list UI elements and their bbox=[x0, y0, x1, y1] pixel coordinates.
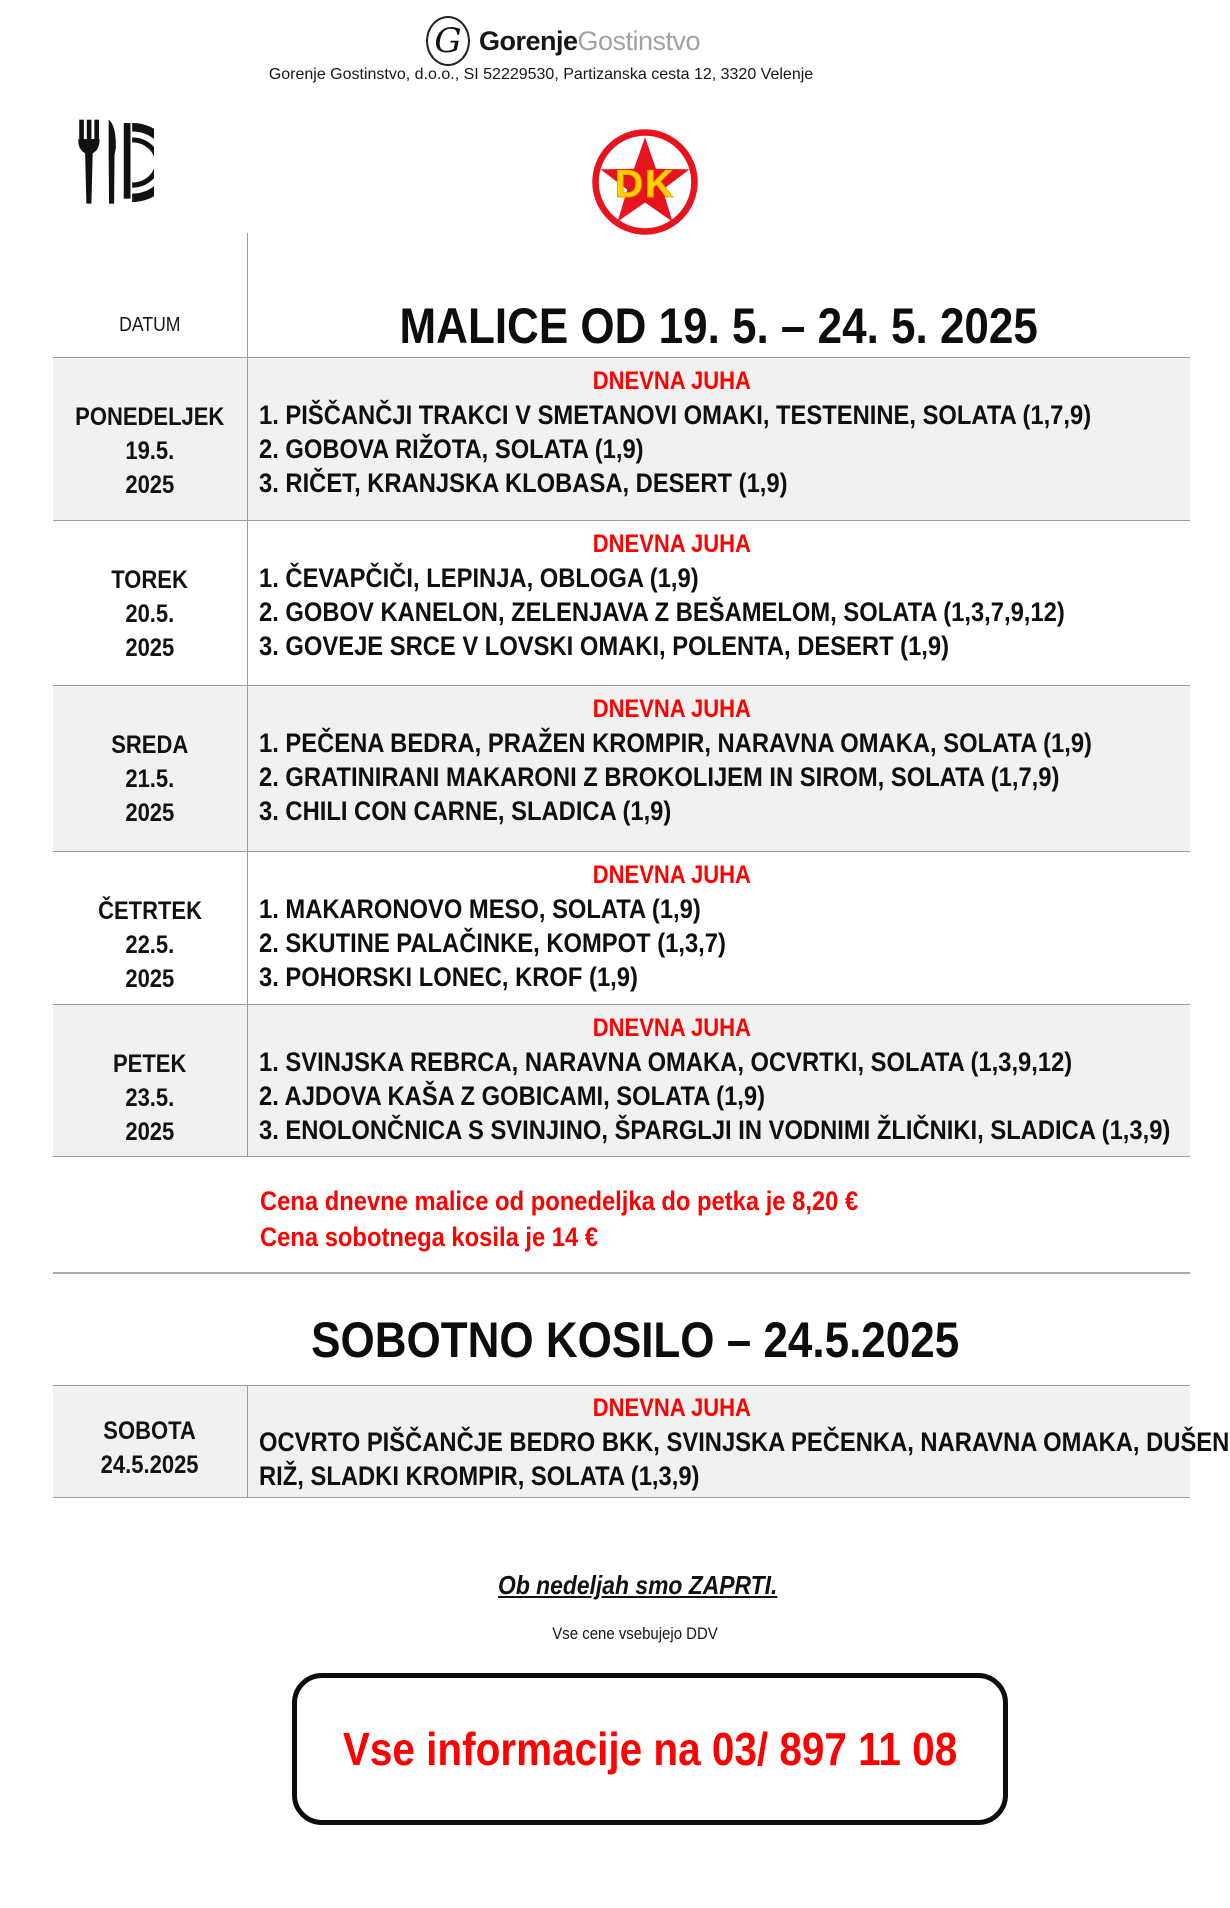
sunday-closed-note bbox=[46, 1570, 1230, 1601]
saturday-title-text: SOBOTNO KOSILO – 24.5.2025 bbox=[311, 1312, 960, 1368]
price-info bbox=[260, 1183, 940, 1255]
menu-item: 2. GOBOVA RIŽOTA, SOLATA (1,9) bbox=[259, 434, 644, 464]
date-cell bbox=[53, 358, 248, 520]
brand-light: Gostinstvo bbox=[577, 25, 701, 56]
menu-item: 2. SKUTINE PALAČINKE, KOMPOT (1,3,7) bbox=[259, 928, 726, 958]
menu-row-thursday bbox=[53, 851, 1190, 1004]
dk-logo-text: DK bbox=[614, 162, 676, 206]
date-cell bbox=[53, 521, 248, 685]
day-year: 2025 bbox=[125, 471, 175, 499]
vat-note bbox=[40, 1624, 1230, 1644]
date-cell bbox=[53, 1386, 248, 1497]
day-date: 20.5. bbox=[125, 600, 175, 628]
menu-item: 2. GRATINIRANI MAKARONI Z BROKOLIJEM IN SIROM, SOLATA (1,7,9) bbox=[259, 762, 1060, 792]
menu-row-saturday bbox=[53, 1385, 1230, 1498]
menu-title bbox=[248, 233, 1190, 357]
menu-cell bbox=[248, 358, 1190, 520]
soup-label: DNEVNA JUHA bbox=[592, 861, 751, 889]
soup-label: DNEVNA JUHA bbox=[592, 367, 751, 395]
brand-name bbox=[479, 26, 700, 57]
saturday-section-title bbox=[67, 1310, 1204, 1370]
menu-row-friday bbox=[53, 1004, 1190, 1157]
menu-item: 1. SVINJSKA REBRCA, NARAVNA OMAKA, OCVRTKI, SOLATA (1,3,9,12) bbox=[259, 1047, 1073, 1077]
menu-item: 2. GOBOV KANELON, ZELENJAVA Z BEŠAMELOM, SOLATA (1,3,7,9,12) bbox=[259, 597, 1065, 627]
menu-cell bbox=[248, 521, 1190, 685]
day-name: SREDA bbox=[111, 731, 189, 759]
day-name: ČETRTEK bbox=[98, 897, 202, 925]
gorenje-logo bbox=[413, 14, 713, 68]
menu-line: RIŽ, SLADKI KROMPIR, SOLATA (1,3,9) bbox=[259, 1461, 700, 1491]
phone-info-box bbox=[292, 1673, 1008, 1825]
date-cell bbox=[53, 1005, 248, 1156]
brand-bold: Gorenje bbox=[478, 25, 578, 56]
vat-note-text: Vse cene vsebujejo DDV bbox=[552, 1624, 718, 1643]
day-name: TOREK bbox=[111, 566, 189, 594]
menu-row-tuesday bbox=[53, 520, 1190, 685]
gorenje-monogram-icon: G bbox=[426, 16, 470, 66]
fork-knife-plate-icon bbox=[70, 116, 154, 204]
day-name: PETEK bbox=[113, 1050, 187, 1078]
day-year: 2025 bbox=[125, 965, 175, 993]
menu-line: OCVRTO PIŠČANČJE BEDRO BKK, SVINJSKA PEČENKA, NARAVNA OMAKA, DUŠEN bbox=[259, 1427, 1230, 1457]
soup-label: DNEVNA JUHA bbox=[592, 1014, 751, 1042]
menu-title-text: MALICE OD 19. 5. – 24. 5. 2025 bbox=[399, 298, 1039, 354]
menu-item: 3. ENOLONČNICA S SVINJINO, ŠPARGLJI IN VODNIMI ŽLIČNIKI, SLADICA (1,3,9) bbox=[259, 1115, 1171, 1145]
dk-star-logo bbox=[589, 126, 701, 238]
closed-note-text: Ob nedeljah smo ZAPRTI. bbox=[498, 1570, 778, 1600]
menu-row-wednesday bbox=[53, 685, 1190, 851]
date-column-header bbox=[53, 233, 248, 357]
menu-cell bbox=[248, 1005, 1190, 1156]
day-date: 24.5.2025 bbox=[101, 1451, 199, 1479]
weekly-menu-table bbox=[53, 233, 1190, 1157]
soup-label: DNEVNA JUHA bbox=[592, 1394, 751, 1422]
soup-label: DNEVNA JUHA bbox=[592, 530, 751, 558]
company-address: Gorenje Gostinstvo, d.o.o., SI 52229530, Partizanska cesta 12, 3320 Velenje bbox=[268, 66, 814, 83]
day-date: 23.5. bbox=[125, 1084, 175, 1112]
menu-item: 2. AJDOVA KAŠA Z GOBICAMI, SOLATA (1,9) bbox=[259, 1081, 766, 1111]
day-year: 2025 bbox=[125, 1118, 175, 1146]
menu-item: 3. CHILI CON CARNE, SLADICA (1,9) bbox=[259, 796, 672, 826]
menu-item: 1. ČEVAPČIČI, LEPINJA, OBLOGA (1,9) bbox=[259, 563, 699, 593]
soup-label: DNEVNA JUHA bbox=[592, 695, 751, 723]
phone-info-text: Vse informacije na 03/ 897 11 08 bbox=[342, 1723, 958, 1775]
day-year: 2025 bbox=[125, 634, 175, 662]
menu-item: 1. PEČENA BEDRA, PRAŽEN KROMPIR, NARAVNA OMAKA, SOLATA (1,9) bbox=[259, 728, 1092, 758]
menu-table-header bbox=[53, 233, 1190, 357]
weekday-price: Cena dnevne malice od ponedeljka do petka je 8,20 € bbox=[260, 1186, 859, 1216]
menu-item: 3. GOVEJE SRCE V LOVSKI OMAKI, POLENTA, DESERT (1,9) bbox=[259, 631, 950, 661]
day-name: PONEDELJEK bbox=[75, 403, 225, 431]
day-date: 21.5. bbox=[125, 765, 175, 793]
horizontal-divider bbox=[53, 1272, 1190, 1274]
menu-cell bbox=[248, 1386, 1230, 1497]
date-cell bbox=[53, 686, 248, 851]
day-date: 22.5. bbox=[125, 931, 175, 959]
day-year: 2025 bbox=[125, 799, 175, 827]
saturday-price: Cena sobotnega kosila je 14 € bbox=[260, 1222, 599, 1252]
menu-cell bbox=[248, 852, 1190, 1004]
menu-item: 1. PIŠČANČJI TRAKCI V SMETANOVI OMAKI, TESTENINE, SOLATA (1,7,9) bbox=[259, 400, 1092, 430]
menu-cell bbox=[248, 686, 1190, 851]
menu-item: 3. RIČET, KRANJSKA KLOBASA, DESERT (1,9) bbox=[259, 468, 788, 498]
menu-item: 3. POHORSKI LONEC, KROF (1,9) bbox=[259, 962, 638, 992]
menu-item: 1. MAKARONOVO MESO, SOLATA (1,9) bbox=[259, 894, 701, 924]
datum-label: DATUM bbox=[119, 314, 181, 336]
date-cell bbox=[53, 852, 248, 1004]
menu-row-monday bbox=[53, 357, 1190, 520]
day-date: 19.5. bbox=[125, 437, 175, 465]
day-name: SOBOTA bbox=[103, 1417, 197, 1445]
